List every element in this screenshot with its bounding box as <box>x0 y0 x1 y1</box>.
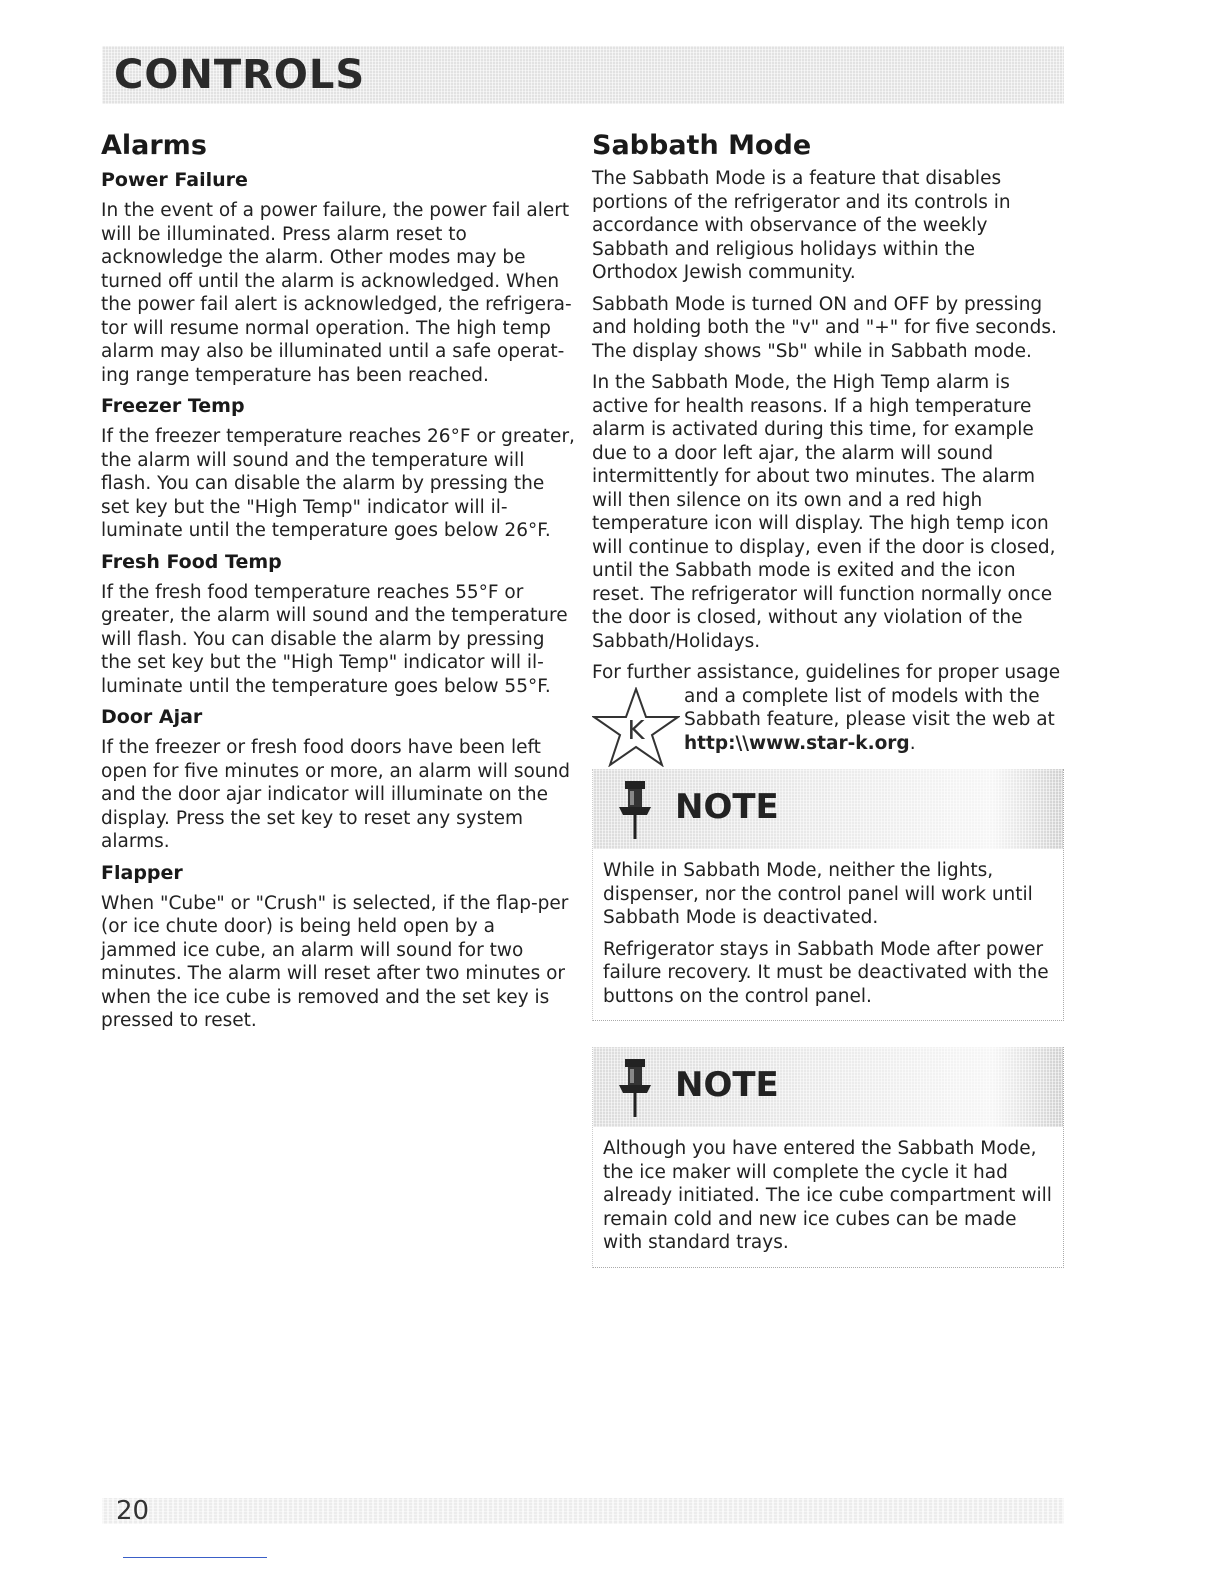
door-ajar-text: If the freezer or fresh food doors have been left open for five minutes or more, an alarm will sound and the door ajar indicator will illuminate on the display. Press the set key to reset any system alarms. <box>101 737 571 852</box>
sabbath-paragraph: In the Sabbath Mode, the High Temp alarm is active for health reasons. If a high temperature alarm is activated during this time, for example due to a door left ajar, the alarm will sound intermittently for about two minutes. The alarm will then silence on its own and a red high temperature icon will display. The high temp icon will continue to display, even if the door is closed, until the Sabbath mode is exited and the icon reset. The refrigerator will function normally once the door is closed, without any violation of the Sabbath/Holidays. <box>592 372 1056 652</box>
star-k-block <box>592 685 1064 756</box>
power-failure-text: In the event of a power failure, the power fail alert will be illuminated. Press alarm reset to acknowledge the alarm. Other modes may be turned off until the alarm is acknowledged. When the power fail alert is acknowledged, the refrigera-tor will resume normal operation. The high temp alarm may also be illuminated until a safe operat-ing range temperature has been reached. <box>101 200 572 386</box>
sabbath-heading: Sabbath Mode <box>592 130 812 161</box>
sabbath-column <box>592 130 1064 1268</box>
assistance-text <box>684 685 1064 756</box>
freezer-temp-text: If the freezer temperature reaches 26°F or greater, the alarm will sound and the temperature will flash. You can disable the alarm by pressing the set key but the "High Temp" indicator will il-luminate until the temperature goes below 26°F. <box>101 426 575 541</box>
note-paragraph: Refrigerator stays in Sabbath Mode after power failure recovery. It must be deactivated with the buttons on the control panel. <box>603 938 1049 1007</box>
flapper-title: Flapper <box>101 861 183 884</box>
note-paragraph: While in Sabbath Mode, neither the lights, dispenser, nor the control panel will work until Sabbath Mode is deactivated. <box>603 860 1033 928</box>
alarms-column <box>101 130 576 1041</box>
fresh-food-temp-title: Fresh Food Temp <box>101 550 282 573</box>
assistance-lead: For further assistance, guidelines for proper usage <box>592 662 1061 683</box>
note-header <box>593 1047 1063 1127</box>
pushpin-icon <box>613 779 657 841</box>
note-body <box>593 849 1063 1020</box>
star-k-logo-icon <box>592 687 680 767</box>
flapper-text: When "Cube" or "Crush" is selected, if the flap-per (or ice chute door) is being held open by a jammed ice cube, an alarm will sound for two minutes. The alarm will reset after two minutes or when the ice cube is removed and the set key is pressed to reset. <box>101 892 569 1031</box>
footer-rule <box>123 1557 267 1558</box>
note-paragraph: Although you have entered the Sabbath Mode, the ice maker will complete the cycle it had already initiated. The ice cube compartment will remain cold and new ice cubes can be made with standard trays. <box>603 1138 1052 1253</box>
footer-bar <box>102 1498 1064 1524</box>
power-failure-title: Power Failure <box>101 169 248 191</box>
door-ajar-title: Door Ajar <box>101 706 203 728</box>
note-box <box>592 769 1064 1021</box>
note-body <box>593 1127 1063 1267</box>
sabbath-paragraph: The Sabbath Mode is a feature that disables portions of the refrigerator and its controls in accordance with observance of the weekly Sabbath and religious holidays within the Orthodox Jewish community. <box>592 168 1011 283</box>
note-label: NOTE <box>675 787 779 827</box>
freezer-temp-title: Freezer Temp <box>101 395 245 417</box>
note-header <box>593 769 1063 849</box>
page-number: 20 <box>116 1496 150 1526</box>
star-k-letter: K <box>627 715 645 746</box>
sabbath-paragraph: Sabbath Mode is turned ON and OFF by pressing and holding both the "v" and "+" for five seconds. The display shows "Sb" while in Sabbath mode. <box>592 293 1057 362</box>
star-k-link[interactable]: http:\\www.star-k.org <box>684 732 910 754</box>
fresh-food-temp-text: If the fresh food temperature reaches 55°F or greater, the alarm will sound and the temperature will flash. You can disable the alarm by pressing the set key but the "High Temp" indicator will il-luminate until the temperature goes below 55°F. <box>101 581 568 697</box>
pushpin-icon <box>613 1057 657 1119</box>
note-box <box>592 1047 1064 1268</box>
alarms-heading: Alarms <box>101 130 207 161</box>
header-bar <box>102 46 1064 104</box>
note-label: NOTE <box>675 1065 779 1105</box>
assistance-rest: and a complete list of models with the Sabbath feature, please visit the web at <box>684 685 1055 730</box>
url-suffix: . <box>909 732 916 754</box>
page-title: CONTROLS <box>114 52 366 98</box>
